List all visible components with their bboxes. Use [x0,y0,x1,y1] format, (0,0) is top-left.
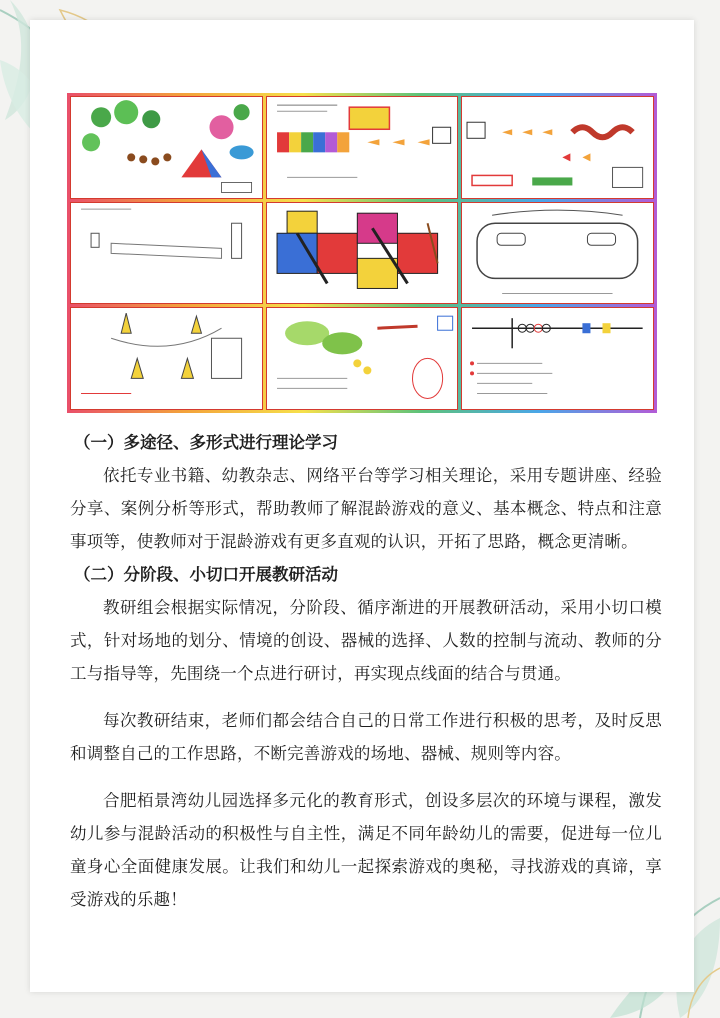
drawing-collage [67,93,657,413]
drawing-panel-boxes-ladders [266,202,459,305]
section-heading-2: （二）分阶段、小切口开展教研活动 [74,565,338,584]
section-heading-1: （一）多途径、多形式进行理论学习 [74,433,338,452]
drawing-panel-line-sketch [70,202,263,305]
drawing-panel-chain [461,307,654,410]
drawing-panel-mounds [266,307,459,410]
drawing-panel-cones [70,307,263,410]
article-body [70,426,662,916]
drawing-panel-frame [461,202,654,305]
closing-paragraph: 合肥栢景湾幼儿园选择多元化的教育形式，创设多层次的环境与课程，激发幼儿参与混龄活动的积极性与自主性，满足不同年龄幼儿的需要，促进每一位儿童身心全面健康发展。让我们和幼儿一起探索游戏的奥秘，寻找游戏的真谛，享受游戏的乐趣！ [70,791,662,909]
section-1-paragraph-1: 依托专业书籍、幼教杂志、网络平台等学习相关理论，采用专题讲座、经验分享、案例分析等形式，帮助教师了解混龄游戏的意义、基本概念、特点和注意事项等，使教师对于混龄游戏有更多直观的认识，开拓了思路，概念更清晰。 [70,466,662,551]
drawing-panel-snake [461,96,654,199]
drawing-panel-blocks [266,96,459,199]
section-2-paragraph-2: 每次教研结束，老师们都会结合自己的日常工作进行积极的思考，及时反思和调整自己的工作思路，不断完善游戏的场地、器械、规则等内容。 [70,711,662,763]
drawing-panel-garden [70,96,263,199]
section-2-paragraph-1: 教研组会根据实际情况，分阶段、循序渐进的开展教研活动，采用小切口模式，针对场地的划分、情境的创设、器械的选择、人数的控制与流动、教师的分工与指导等，先围绕一个点进行研讨，再实现点线面的结合与贯通。 [70,598,662,683]
